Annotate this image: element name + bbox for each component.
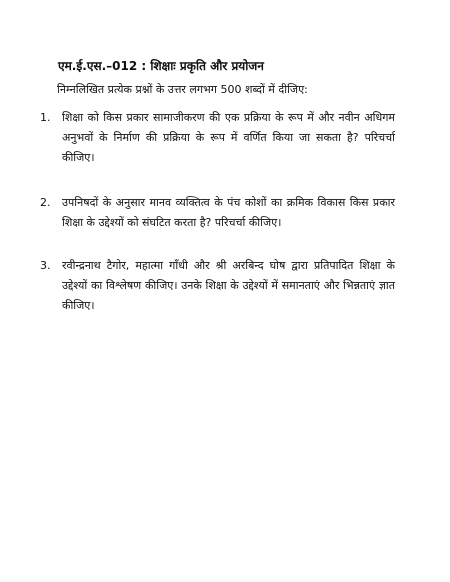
question-2: [40, 193, 395, 233]
instruction-text: निम्नलिखित प्रत्येक प्रश्नों के उत्तर लगभग 500 शब्दों में दीजिए:: [57, 83, 308, 96]
question-text: शिक्षा को किस प्रकार सामाजीकरण की एक प्रक्रिया के रूप में और नवीन अधिगम अनुभवों के निर्माण की प्रक्रिया के रूप में वर्णित किया जा सकता है? परिचर्चा कीजिए।: [62, 111, 395, 164]
question-number: 1.: [40, 111, 51, 124]
question-text: रवीन्द्रनाथ टैगोर, महात्मा गाँधी और श्री अरबिन्द घोष द्वारा प्रतिपादित शिक्षा के उद्देश्यों का विश्लेषण कीजिए। उनके शिक्षा के उद्देश्यों में समानताएं और भिन्नताएं ज्ञात कीजिए।: [62, 259, 395, 312]
question-text: उपनिषदों के अनुसार मानव व्यक्तित्व के पंच कोशों का क्रमिक विकास किस प्रकार शिक्षा के उद्देश्यों को संघटित करता है? परिचर्चा कीजिए।: [62, 196, 395, 229]
question-3: [40, 256, 395, 316]
question-number: 3.: [40, 259, 51, 272]
question-1: [40, 108, 395, 168]
document-title: एम.ई.एस.–012 : शिक्षाः प्रकृति और प्रयोजन: [58, 59, 264, 73]
question-number: 2.: [40, 196, 51, 209]
